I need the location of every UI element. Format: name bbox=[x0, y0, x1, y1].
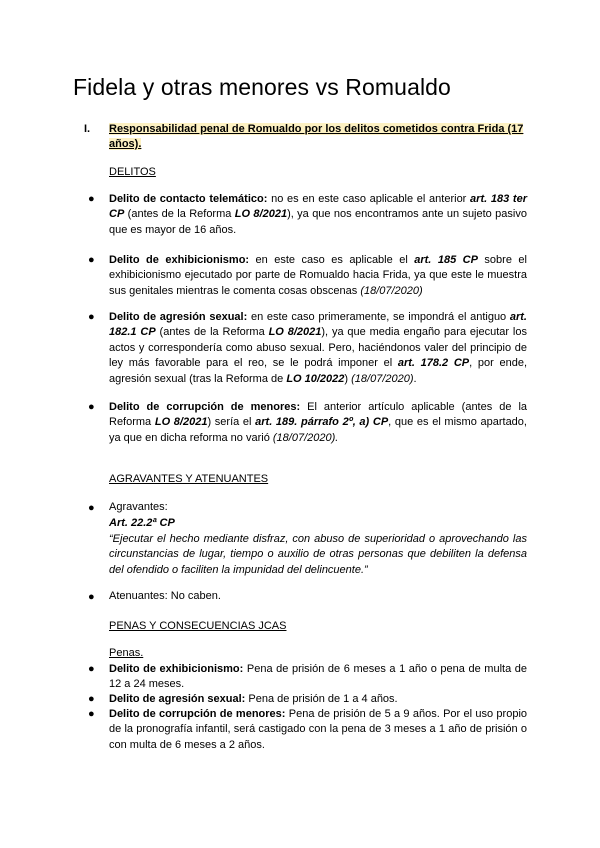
pena-item: Delito de agresión sexual: Pena de prisión de 1 a 4 años. bbox=[109, 693, 398, 705]
legal-reference: LO 8/2021 bbox=[154, 416, 208, 429]
agravantes-label: Agravantes: bbox=[109, 501, 168, 513]
delito-label: Delito de exhibicionismo: bbox=[109, 254, 250, 266]
pena-label: Delito de corrupción de menores: bbox=[109, 708, 286, 720]
legal-reference: LO 8/2021 bbox=[234, 208, 288, 221]
delito-label: Delito de corrupción de menores: bbox=[109, 401, 301, 413]
agravante-article: Art. 22.2ª CP bbox=[109, 517, 175, 529]
pena-label: Delito de agresión sexual: bbox=[109, 693, 246, 705]
section-heading-text: Responsabilidad penal de Romualdo por los delitos cometidos contra Frida (17 años). bbox=[109, 123, 524, 150]
bullet-icon: ● bbox=[88, 193, 95, 205]
document-title: Fidela y otras menores vs Romualdo bbox=[73, 74, 451, 100]
pena-item: Delito de exhibicionismo: Pena de prisión de 6 meses a 1 año o pena de multa de 12 a 24 meses. bbox=[109, 663, 527, 691]
section-number: I. bbox=[84, 123, 91, 135]
atenuantes-text: Atenuantes: No caben. bbox=[109, 590, 221, 602]
penas-heading: PENAS Y CONSECUENCIAS JCAS bbox=[109, 620, 287, 632]
legal-reference: art. 183 ter CP bbox=[109, 193, 527, 221]
pena-item: Delito de corrupción de menores: Pena de prisión de 5 a 9 años. Por el uso propio de la pronografía infantil, será castigado con la pena de 3 meses a 1 año de prisión o con multa de 6 meses a 2 años. bbox=[109, 708, 528, 751]
agravantes-heading: AGRAVANTES Y ATENUANTES bbox=[109, 473, 269, 485]
date: (18/07/2020) bbox=[360, 284, 423, 297]
date: (18/07/2020) bbox=[351, 372, 414, 385]
delito-label: Delito de contacto telemático: bbox=[109, 193, 268, 205]
delito-item: Delito de exhibicionismo: en este caso es aplicable el art. 185 CP sobre el exhibicionismo ejecutado por parte de Romualdo hacia Frida, ya que este le muestra sus genitales mientras le comenta cosas obscenas (18/07/2020) bbox=[109, 254, 527, 297]
bullet-icon: ● bbox=[88, 663, 95, 675]
legal-reference: art. 189. párrafo 2º, a) CP bbox=[255, 416, 389, 429]
bullet-icon: ● bbox=[88, 502, 95, 514]
bullet-icon: ● bbox=[88, 591, 95, 603]
legal-reference: LO 8/2021 bbox=[268, 326, 322, 339]
bullet-icon: ● bbox=[88, 254, 95, 266]
delitos-heading: DELITOS bbox=[109, 166, 156, 178]
delito-label: Delito de agresión sexual: bbox=[109, 311, 248, 323]
delito-item: Delito de contacto telemático: no es en este caso aplicable el anterior art. 183 ter CP (antes de la Reforma LO 8/2021), ya que nos encontramos ante un sujeto pasivo que es mayor de 16 años. bbox=[109, 193, 527, 236]
agravante-quote: “Ejecutar el hecho mediante disfraz, con abuso de superioridad o aprovechando las circunstancias de lugar, tiempo o auxilio de otras personas que debiliten la defensa del ofendido o faciliten la impunidad del delincuente.” bbox=[109, 533, 527, 576]
date: (18/07/2020). bbox=[272, 431, 339, 444]
legal-reference: art. 185 CP bbox=[414, 254, 478, 266]
delito-item: Delito de corrupción de menores: El anterior artículo aplicable (antes de la Reforma LO 8/2021) sería el art. 189. párrafo 2º, a) CP, que es el mismo apartado, ya que en dicha reforma no varió (18/07/2020). bbox=[109, 401, 528, 444]
legal-reference: art. 178.2 CP bbox=[397, 357, 470, 370]
delito-item: Delito de agresión sexual: en este caso primeramente, se impondrá el antiguo art. 182.1 CP (antes de la Reforma LO 8/2021), ya que media engaño para ejecutar los actos y correspondería como abuso sexual. Pero, haciéndonos valer del principio de ley más favorable para el reo, se le podrá imponer el art. 178.2 CP, por ende, agresión sexual (tras la Reforma de LO 10/2022) (18/07/2020). bbox=[109, 311, 528, 385]
legal-reference: LO 10/2022 bbox=[286, 372, 345, 385]
bullet-icon: ● bbox=[88, 693, 95, 705]
bullet-icon: ● bbox=[88, 311, 95, 323]
bullet-icon: ● bbox=[88, 401, 95, 413]
section-heading bbox=[109, 122, 529, 152]
bullet-icon: ● bbox=[88, 708, 95, 720]
legal-reference: art. 182.1 CP bbox=[109, 311, 527, 339]
penas-subheading: Penas. bbox=[109, 647, 144, 659]
pena-label: Delito de exhibicionismo: bbox=[109, 663, 244, 675]
